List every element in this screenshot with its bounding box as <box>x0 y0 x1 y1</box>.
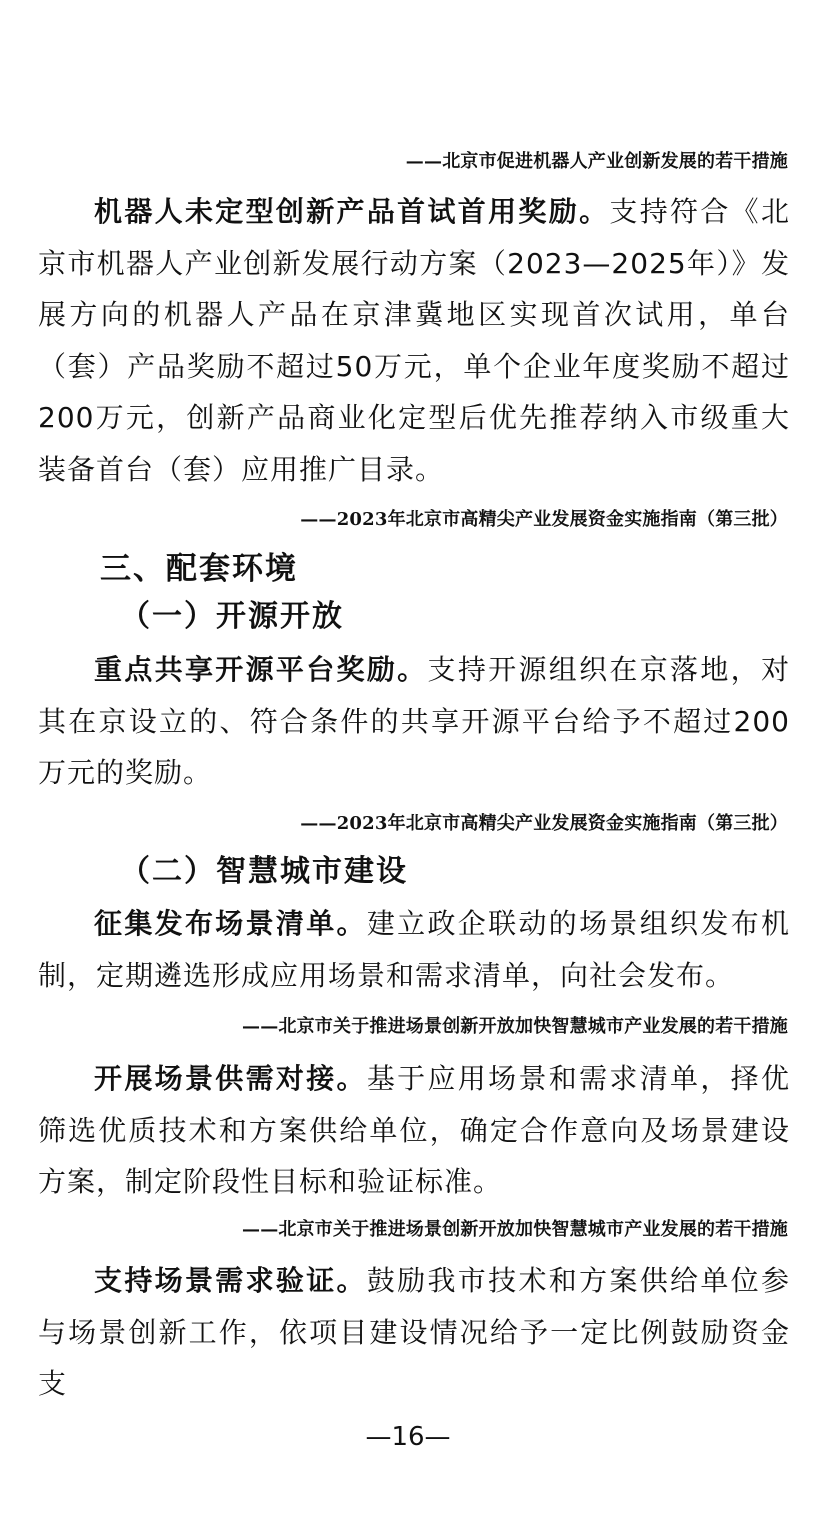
paragraph <box>38 186 790 495</box>
paragraph <box>38 898 790 1001</box>
subsection-heading: （二）智慧城市建设 <box>120 854 408 889</box>
paragraph <box>38 1255 790 1410</box>
source-citation: ——2023年北京市高精尖产业发展资金实施指南（第三批） <box>300 813 788 834</box>
page-number: —16— <box>365 1422 451 1452</box>
paragraph-body: 支持开源组织在京落地，对其在京设立的、符合条件的共享开源平台给予不超过200万元的奖励。 <box>38 653 790 789</box>
paragraph-lead: 开展场景供需对接。 <box>94 1062 367 1095</box>
section-heading: 三、配套环境 <box>100 551 298 587</box>
paragraph-body: 建立政企联动的场景组织发布机制，定期遴选形成应用场景和需求清单，向社会发布。 <box>38 907 790 992</box>
paragraph-lead: 征集发布场景清单。 <box>94 907 367 940</box>
paragraph <box>38 644 790 799</box>
paragraph-lead: 重点共享开源平台奖励。 <box>94 653 428 686</box>
paragraph <box>38 1053 790 1208</box>
source-citation: ——2023年北京市高精尖产业发展资金实施指南（第三批） <box>300 509 788 530</box>
source-citation: ——北京市促进机器人产业创新发展的若干措施 <box>405 151 788 172</box>
paragraph-body: 支持符合《北京市机器人产业创新发展行动方案（2023—2025年）》发展方向的机器人产品在京津冀地区实现首次试用，单台（套）产品奖励不超过50万元，单个企业年度奖励不超过200万元，创新产品商业化定型后优先推荐纳入市级重大装备首台（套）应用推广目录。 <box>38 195 790 486</box>
paragraph-lead: 机器人未定型创新产品首试首用奖励。 <box>94 195 610 228</box>
subsection-heading: （一）开源开放 <box>120 599 344 634</box>
source-citation: ——北京市关于推进场景创新开放加快智慧城市产业发展的若干措施 <box>242 1219 788 1240</box>
paragraph-body: 鼓励我市技术和方案供给单位参与场景创新工作，依项目建设情况给予一定比例鼓励资金支 <box>38 1264 790 1400</box>
paragraph-lead: 支持场景需求验证。 <box>94 1264 367 1297</box>
paragraph-body: 基于应用场景和需求清单，择优筛选优质技术和方案供给单位，确定合作意向及场景建设方案，制定阶段性目标和验证标准。 <box>38 1062 790 1198</box>
source-citation: ——北京市关于推进场景创新开放加快智慧城市产业发展的若干措施 <box>242 1016 788 1037</box>
